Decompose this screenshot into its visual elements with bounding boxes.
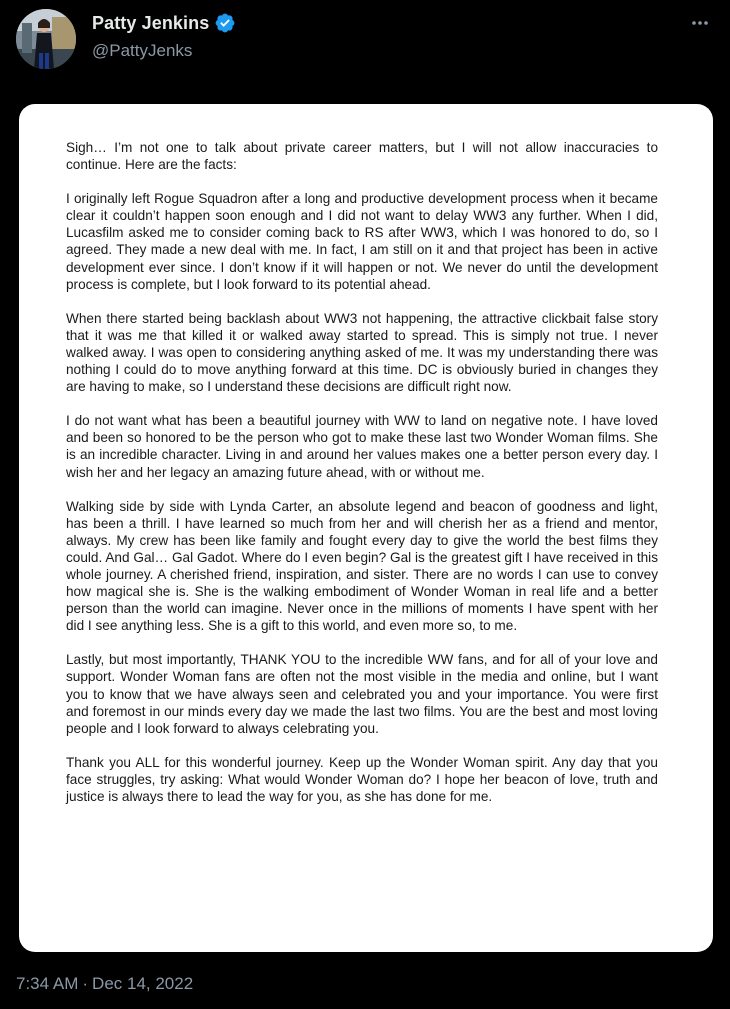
more-horizontal-icon[interactable] [686, 9, 714, 37]
verified-badge-icon [214, 12, 236, 34]
statement-paragraph: Sigh… I’m not one to talk about private career matters, but I will not allow inaccuracies to continue. Here are the facts: [66, 140, 658, 173]
tweet-timestamp[interactable] [16, 974, 193, 994]
statement-paragraph: When there started being backlash about WW3 not happening, the attractive clickbait false story that it was me that killed it or walked away started to spread. This is simply not true. I never walked away. I was open to considering anything asked of me. It was my understanding there was nothing I could do to move anything forward at this time. DC is obviously buried in changes they are having to make, so I understand these decisions are difficult right now. [66, 310, 658, 395]
author-display-name[interactable]: Patty Jenkins [92, 12, 210, 33]
timestamp-date[interactable]: Dec 14, 2022 [92, 974, 194, 993]
author-name-row[interactable] [92, 12, 236, 34]
statement-paragraph: Thank you ALL for this wonderful journey. Keep up the Wonder Woman spirit. Any day that you face struggles, try asking: What would Wonder Woman do? I hope her beacon of love, truth and justice is always there to lead the way for you, as she has done for me. [66, 754, 658, 804]
author-handle[interactable]: @PattyJenks [92, 41, 193, 60]
statement-paragraph: Walking side by side with Lynda Carter, an absolute legend and beacon of goodness and light, has been a thrill. I have learned so much from her and will cherish her as a friend and mentor, always. My crew has been like family and fought every day to give the world the best films they could. And Gal… Gal Gadot. Where do I even begin? Gal is the greatest gift I have received in this whole journey. A cherished friend, inspiration, and sister. There are no words I can use to convey how magical she is. She is the walking embodiment of Wonder Woman in real life and a better person than the world can imagine. Never once in the millions of moments I have spent with her did I see anything less. She is a gift to this world, and even more so, to me. [66, 498, 658, 634]
avatar[interactable] [16, 9, 76, 69]
timestamp-separator: · [82, 974, 89, 993]
tweet-header [0, 0, 730, 80]
statement-image[interactable] [19, 104, 713, 952]
statement-text [66, 139, 658, 822]
statement-paragraph: I originally left Rogue Squadron after a long and productive development process when it became clear it couldn’t happen soon enough and I did not want to delay WW3 any further. When I did, Lucasfilm asked me to consider coming back to RS after WW3, which I was honored to do, so I agreed. They made a new deal with me. In fact, I am still on it and that project has been in active development ever since. I don’t know if it will happen or not. We never do until the development process is complete, but I look forward to its potential ahead. [66, 191, 658, 292]
timestamp-time[interactable]: 7:34 AM [16, 974, 79, 993]
statement-paragraph: Lastly, but most importantly, THANK YOU to the incredible WW fans, and for all of your love and support. Wonder Woman fans are often not the most visible in the media and online, but I want you to know that we have always seen and celebrated you and your importance. You were first and foremost in our minds every day we made the last two films. You are the best and most loving people and I look forward to always celebrating you. [66, 652, 658, 736]
profile-photo [16, 9, 76, 69]
statement-paragraph: I do not want what has been a beautiful journey with WW to land on negative note. I have loved and been so honored to be the person who got to make these last two Wonder Woman films. She is an incredible character. Living in and around her values makes one a better person every day. I wish her and her legacy an amazing future ahead, with or without me. [66, 413, 658, 480]
